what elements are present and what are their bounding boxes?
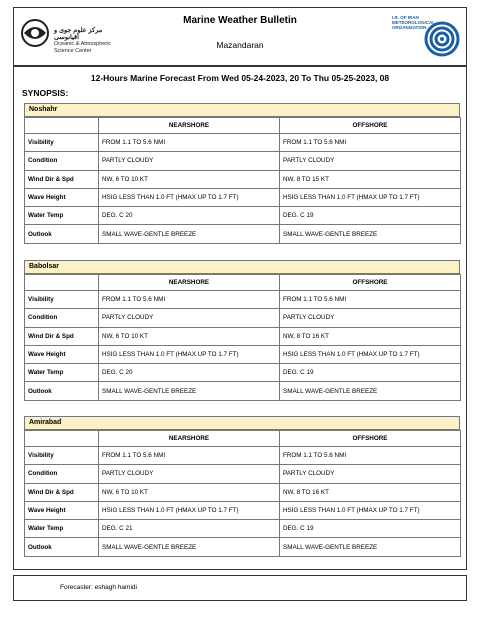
row-label: Visibility: [25, 291, 99, 309]
row-label: Wind Dir & Spd: [25, 327, 99, 345]
offshore-value: PARTLY CLOUDY: [280, 152, 461, 170]
forecast-period-title: 12-Hours Marine Forecast From Wed 05-24-2023, 20 To Thu 05-25-2023, 08: [90, 73, 390, 83]
irimo-logo: [388, 11, 460, 63]
table-row: [25, 207, 461, 225]
nearshore-value: DEG. C 20: [99, 207, 280, 225]
offshore-value: NW, 8 TO 16 KT: [280, 327, 461, 345]
table-row: [25, 345, 461, 363]
station-name: Babolsar: [24, 260, 460, 274]
table-row: [25, 382, 461, 400]
offshore-value: DEG. C 19: [280, 364, 461, 382]
nearshore-header: NEARSHORE: [99, 431, 280, 447]
offshore-value: HSIG LESS THAN 1.0 FT (HMAX UP TO 1.7 FT): [280, 501, 461, 519]
bulletin-title: Marine Weather Bulletin: [183, 15, 297, 26]
table-row: [25, 501, 461, 519]
row-label: Condition: [25, 152, 99, 170]
station-noshahr: [24, 103, 460, 244]
offshore-value: NW, 8 TO 16 KT: [280, 483, 461, 501]
offshore-value: HSIG LESS THAN 1.0 FT (HMAX UP TO 1.7 FT): [280, 188, 461, 206]
empty-header-cell: [25, 431, 99, 447]
station-forecast-table: [24, 117, 461, 244]
offshore-value: SMALL WAVE-GENTLE BREEZE: [280, 225, 461, 243]
row-label: Condition: [25, 465, 99, 483]
nearshore-value: DEG. C 21: [99, 520, 280, 538]
nearshore-value: FROM 1.1 TO 5.6 NMI: [99, 134, 280, 152]
row-label: Water Temp: [25, 207, 99, 225]
offshore-value: FROM 1.1 TO 5.6 NMI: [280, 291, 461, 309]
station-babolsar: [24, 260, 460, 401]
empty-header-cell: [25, 275, 99, 291]
offshore-value: FROM 1.1 TO 5.6 NMI: [280, 447, 461, 465]
station-forecast-table: [24, 274, 461, 401]
table-row: [25, 520, 461, 538]
row-label: Wave Height: [25, 345, 99, 363]
row-label: Outlook: [25, 225, 99, 243]
offshore-value: FROM 1.1 TO 5.6 NMI: [280, 134, 461, 152]
table-row: [25, 483, 461, 501]
row-label: Condition: [25, 309, 99, 327]
table-row: [25, 327, 461, 345]
offshore-value: SMALL WAVE-GENTLE BREEZE: [280, 538, 461, 556]
synopsis-label: SYNOPSIS:: [22, 88, 69, 98]
nearshore-value: DEG. C 20: [99, 364, 280, 382]
row-label: Visibility: [25, 134, 99, 152]
table-row: [25, 225, 461, 243]
nearshore-value: FROM 1.1 TO 5.6 NMI: [99, 447, 280, 465]
oasc-logo-text-fa: مرکز علوم جوی و اقیانوسی: [54, 27, 103, 41]
row-label: Visibility: [25, 447, 99, 465]
bulletin-footer: [13, 575, 467, 601]
station-forecast-table: [24, 430, 461, 557]
nearshore-value: FROM 1.1 TO 5.6 NMI: [99, 291, 280, 309]
bulletin-header: [13, 7, 467, 66]
row-label: Water Temp: [25, 364, 99, 382]
table-row: [25, 188, 461, 206]
offshore-value: HSIG LESS THAN 1.0 FT (HMAX UP TO 1.7 FT): [280, 345, 461, 363]
offshore-value: NW, 8 TO 15 KT: [280, 170, 461, 188]
table-row: [25, 291, 461, 309]
table-row: [25, 134, 461, 152]
station-name: Noshahr: [24, 103, 460, 117]
nearshore-value: PARTLY CLOUDY: [99, 152, 280, 170]
oasc-logo-text-en: Oceanic & Atmospheric Science Center: [54, 41, 112, 54]
offshore-header: OFFSHORE: [280, 431, 461, 447]
table-row: [25, 152, 461, 170]
nearshore-value: HSIG LESS THAN 1.0 FT (HMAX UP TO 1.7 FT): [99, 188, 280, 206]
offshore-value: PARTLY CLOUDY: [280, 309, 461, 327]
nearshore-value: PARTLY CLOUDY: [99, 309, 280, 327]
forecast-body: [13, 66, 467, 570]
row-label: Outlook: [25, 382, 99, 400]
table-header-row: [25, 275, 461, 291]
table-row: [25, 364, 461, 382]
table-header-row: [25, 431, 461, 447]
nearshore-header: NEARSHORE: [99, 275, 280, 291]
table-row: [25, 465, 461, 483]
irimo-logo-text: I.R. OF IRAN METEOROLOGICAL ORGANIZATION: [392, 15, 435, 30]
nearshore-value: NW, 6 TO 10 KT: [99, 170, 280, 188]
offshore-value: SMALL WAVE-GENTLE BREEZE: [280, 382, 461, 400]
offshore-value: DEG. C 19: [280, 520, 461, 538]
empty-header-cell: [25, 118, 99, 134]
irimo-spiral-icon: [424, 21, 460, 57]
nearshore-value: SMALL WAVE-GENTLE BREEZE: [99, 382, 280, 400]
table-header-row: [25, 118, 461, 134]
row-label: Wind Dir & Spd: [25, 483, 99, 501]
nearshore-value: PARTLY CLOUDY: [99, 465, 280, 483]
nearshore-value: NW, 6 TO 10 KT: [99, 327, 280, 345]
table-row: [25, 538, 461, 556]
forecaster-name: Forecaster: eshagh hamidi: [60, 584, 137, 591]
station-amirabad: [24, 416, 460, 557]
station-name: Amirabad: [24, 416, 460, 430]
row-label: Wave Height: [25, 188, 99, 206]
nearshore-value: NW, 6 TO 10 KT: [99, 483, 280, 501]
nearshore-value: SMALL WAVE-GENTLE BREEZE: [99, 538, 280, 556]
table-row: [25, 170, 461, 188]
nearshore-header: NEARSHORE: [99, 118, 280, 134]
bulletin-region: Mazandaran: [216, 40, 264, 50]
offshore-header: OFFSHORE: [280, 118, 461, 134]
row-label: Outlook: [25, 538, 99, 556]
table-row: [25, 447, 461, 465]
table-row: [25, 309, 461, 327]
offshore-value: DEG. C 19: [280, 207, 461, 225]
offshore-header: OFFSHORE: [280, 275, 461, 291]
nearshore-value: HSIG LESS THAN 1.0 FT (HMAX UP TO 1.7 FT): [99, 501, 280, 519]
offshore-value: PARTLY CLOUDY: [280, 465, 461, 483]
row-label: Water Temp: [25, 520, 99, 538]
row-label: Wind Dir & Spd: [25, 170, 99, 188]
nearshore-value: HSIG LESS THAN 1.0 FT (HMAX UP TO 1.7 FT): [99, 345, 280, 363]
nearshore-value: SMALL WAVE-GENTLE BREEZE: [99, 225, 280, 243]
row-label: Wave Height: [25, 501, 99, 519]
